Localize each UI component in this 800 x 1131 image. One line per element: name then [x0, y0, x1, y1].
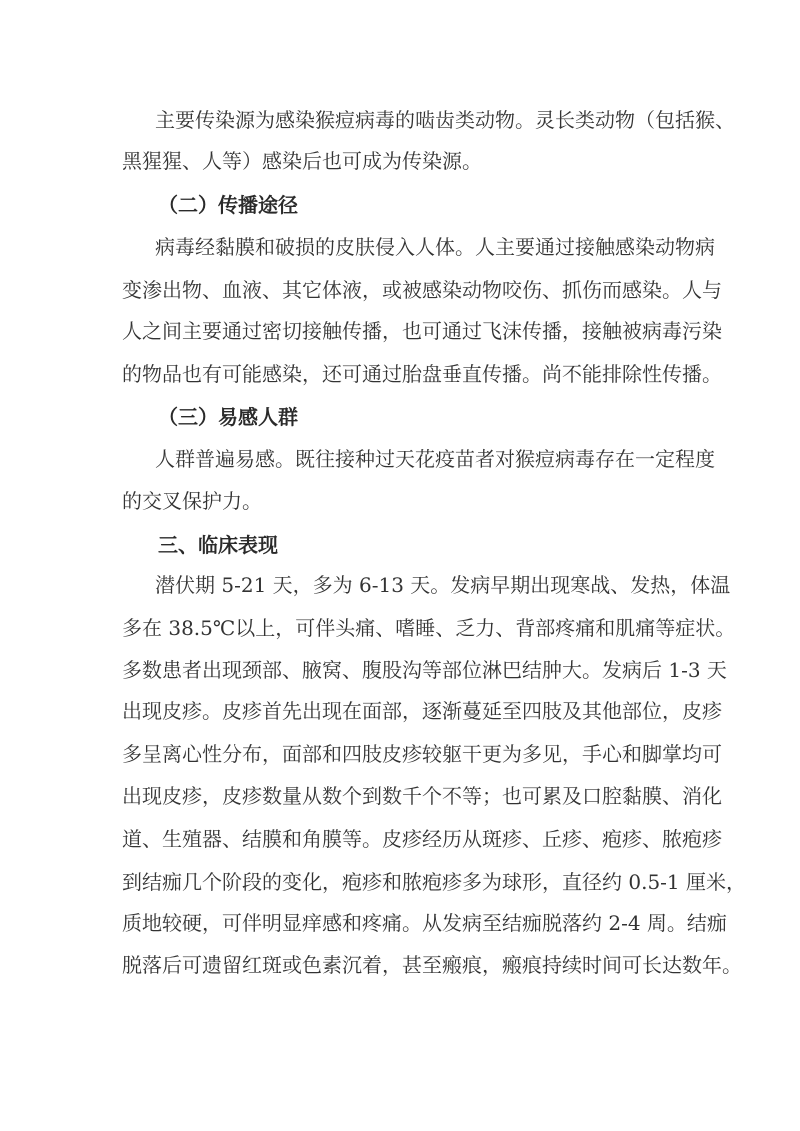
paragraph-line: 多在 38.5℃以上，可伴头痛、嗜睡、乏力、背部疼痛和肌痛等症状。 — [122, 616, 736, 640]
paragraph-line: 出现皮疹。皮疹首先出现在面部，逐渐蔓延至四肢及其他部位，皮疹 — [122, 699, 722, 723]
section-heading: （三）易感人群 — [158, 405, 298, 429]
paragraph-line: 质地较硬，可伴明显痒感和疼痛。从发病至结痂脱落约 2-4 周。结痂 — [122, 911, 727, 935]
paragraph-line: 的物品也有可能感染，还可通过胎盘垂直传播。尚不能排除性传播。 — [122, 362, 722, 386]
paragraph-line: 潜伏期 5-21 天，多为 6-13 天。发病早期出现寒战、发热，体温 — [155, 573, 731, 597]
paragraph-line: 到结痂几个阶段的变化，疱疹和脓疱疹多为球形，直径约 0.5-1 厘米， — [122, 870, 747, 894]
paragraph-line: 脱落后可遗留红斑或色素沉着，甚至瘢痕，瘢痕持续时间可长达数年。 — [122, 953, 742, 977]
paragraph-line: 出现皮疹，皮疹数量从数个到数千个不等；也可累及口腔黏膜、消化 — [122, 784, 722, 808]
paragraph-line: 多呈离心性分布，面部和四肢皮疹较躯干更为多见，手心和脚掌均可 — [122, 742, 722, 766]
paragraph-line: 黑猩猩、人等）感染后也可成为传染源。 — [122, 149, 482, 173]
section-heading: 三、临床表现 — [158, 533, 278, 557]
paragraph-line: 人群普遍易感。既往接种过天花疫苗者对猴痘病毒存在一定程度 — [155, 447, 715, 471]
paragraph-line: 变渗出物、血液、其它体液，或被感染动物咬伤、抓伤而感染。人与 — [122, 278, 722, 302]
paragraph-line: 人之间主要通过密切接触传播，也可通过飞沫传播，接触被病毒污染 — [122, 319, 722, 343]
section-heading: （二）传播途径 — [158, 193, 298, 217]
paragraph-line: 的交叉保护力。 — [122, 489, 262, 513]
paragraph-line: 多数患者出现颈部、腋窝、腹股沟等部位淋巴结肿大。发病后 1-3 天 — [122, 658, 727, 682]
paragraph-line: 主要传染源为感染猴痘病毒的啮齿类动物。灵长类动物（包括猴、 — [155, 108, 735, 132]
paragraph-line: 道、生殖器、结膜和角膜等。皮疹经历从斑疹、丘疹、疱疹、脓疱疹 — [122, 827, 722, 851]
paragraph-line: 病毒经黏膜和破损的皮肤侵入人体。人主要通过接触感染动物病 — [155, 235, 715, 259]
